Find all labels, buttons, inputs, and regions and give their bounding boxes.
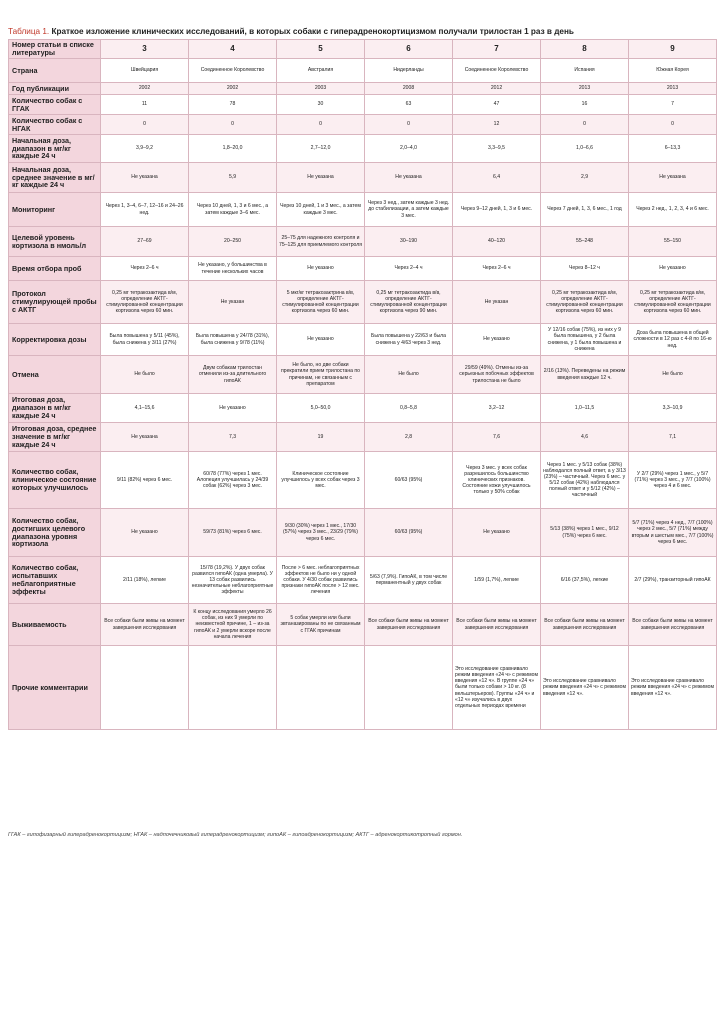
table-cell: 63: [365, 95, 453, 115]
table-cell: 4: [189, 40, 277, 59]
table-cell: Через 1, 3–4, 6–7, 12–16 и 24–26 нед.: [101, 193, 189, 227]
table-cell: 40–120: [453, 227, 541, 257]
caption-text: Краткое изложение клинических исследований, в которых собаки с гиперадренокортицизмом получали трилостан 1 раз в день: [51, 27, 574, 36]
row-header: Количество собак, достигших целевого диапазона уровня кортизола: [9, 509, 101, 557]
table-cell: 5 мкг/кг тетракозактрина в/в, определение АКТГ-стимулированной концентрации кортизола через 60 мин.: [277, 281, 365, 324]
table-cell: 7: [629, 95, 717, 115]
table-row: [9, 509, 717, 557]
table-row: [9, 394, 717, 423]
table-cell: 3,3–9,5: [453, 135, 541, 163]
table-cell: 25–75 для надежного контроля и 75–125 для приемлемого контроля: [277, 227, 365, 257]
table-cell: [365, 646, 453, 730]
table-cell: 3,2–12: [453, 394, 541, 423]
table-cell: Клиническое состояние улучшилось у всех собак через 3 мес.: [277, 452, 365, 509]
table-row: [9, 557, 717, 604]
table-cell: Доза была повышена в общей сложности в 12 раз с 4-й по 16-ю нед.: [629, 324, 717, 356]
table-cell: Не указан: [453, 281, 541, 324]
table-row: [9, 356, 717, 394]
table-cell: 5/63 (7,9%). ГипоАК, в том числе перманентный у двух собак: [365, 557, 453, 604]
table-cell: Не было: [365, 356, 453, 394]
table-cell: 29/59 (49%). Отмены из-за серьезных побочных эффектов трилостана не было: [453, 356, 541, 394]
footnote: ГГАК – гипофизарный гиперадренокортицизм; НГАК – надпочечниковый гиперадренокортицизм; гипоАК – гипоадренокортицизм; АКТГ – адренокортикотропный гормон.: [8, 832, 463, 838]
table-row: [9, 95, 717, 115]
table-cell: 60/78 (77%) через 1 мес. Алопеция улучшилась у 24/39 собак (62%) через 3 мес.: [189, 452, 277, 509]
row-header: Номер статьи в списке литературы: [9, 40, 101, 59]
table-cell: Это исследование сравнивало режим введения «24 ч» с режимом введения «12 ч».: [541, 646, 629, 730]
table-cell: 1,0–6,6: [541, 135, 629, 163]
table-cell: 2012: [453, 83, 541, 95]
table-row: [9, 452, 717, 509]
table-cell: 3: [101, 40, 189, 59]
table-cell: [277, 646, 365, 730]
table-cell: После > 6 мес. неблагоприятных эффектов не было ни у одной собаки. У 4/30 собак развились признаки гипоАК после > 12 мес. лечения: [277, 557, 365, 604]
table-cell: 2,0–4,0: [365, 135, 453, 163]
table-cell: Не указано: [277, 257, 365, 281]
table-cell: 15/78 (19,2%). У двух собак развился гипоАК (одна умерла). У 13 собак развились незначительные неблагоприятные эффекты: [189, 557, 277, 604]
table-cell: Через 10 дней, 1 и 3 мес., а затем каждые 3 мес.: [277, 193, 365, 227]
table-cell: Нидерланды: [365, 59, 453, 83]
row-header: Начальная доза, диапазон в мг/кг каждые 24 ч: [9, 135, 101, 163]
row-header: Количество собак, испытавших неблагоприятные эффекты: [9, 557, 101, 604]
table-cell: Не было: [629, 356, 717, 394]
table-cell: 9: [629, 40, 717, 59]
table-cell: Через 1 мес. у 5/13 собак (38%) наблюдался полный ответ, а у 3/13 (23%) – частичный. Через 6 мес. у 5/12 собак (42%) наблюдался полный ответ и у 5/12 (42%) – частичный: [541, 452, 629, 509]
table-cell: 30: [277, 95, 365, 115]
row-header: Год публикации: [9, 83, 101, 95]
table-cell: 0,25 мг тетракозактида в/в, определение АКТГ-стимулированной концентрации кортизола через 90 мин.: [365, 281, 453, 324]
table-cell: 6,4: [453, 163, 541, 193]
table-cell: 5 собак умерли или были эвтаназированы по не связанным с ГГАК причинам: [277, 604, 365, 646]
table-cell: 5,9: [189, 163, 277, 193]
table-cell: Не указано: [453, 324, 541, 356]
table-cell: 7,6: [453, 423, 541, 452]
table-cell: Все собаки были живы на момент завершения исследования: [453, 604, 541, 646]
table-cell: 5/7 (71%) через 4 нед., 7/7 (100%) через 2 мес., 5/7 (71%) между вторым и шестым мес., 7/7 (100%) через 6 мес.: [629, 509, 717, 557]
table-cell: 27–69: [101, 227, 189, 257]
caption-label: Таблица 1.: [8, 27, 50, 36]
table-cell: 59/73 (81%) через 6 мес.: [189, 509, 277, 557]
table-cell: Все собаки были живы на момент завершения исследования: [365, 604, 453, 646]
table-cell: Была повышена у 22/63 и была снижена у 4/63 через 3 нед.: [365, 324, 453, 356]
row-header: Количество собак, клиническое состояние которых улучшилось: [9, 452, 101, 509]
table-cell: Через 8–12 ч: [541, 257, 629, 281]
row-header: Прочие комментарии: [9, 646, 101, 730]
table-cell: 2/11 (18%), легкие: [101, 557, 189, 604]
table-row: [9, 281, 717, 324]
table-cell: 0: [629, 115, 717, 135]
table-cell: 0,25 мг тетракозактида в/м, определение АКТГ-стимулированной концентрации кортизола через 60 мин.: [629, 281, 717, 324]
table-cell: Через 2 нед., 1, 2, 3, 4 и 6 мес.: [629, 193, 717, 227]
table-cell: Через 2–4 ч: [365, 257, 453, 281]
table-cell: 78: [189, 95, 277, 115]
table-cell: Не указано: [453, 509, 541, 557]
table-row: [9, 423, 717, 452]
table-cell: Двум собакам трилостан отменили из-за длительного гипоАК: [189, 356, 277, 394]
table-row: [9, 40, 717, 59]
table-cell: 47: [453, 95, 541, 115]
table-cell: 60/63 (95%): [365, 509, 453, 557]
row-header: Начальная доза, среднее значение в мг/кг каждые 24 ч: [9, 163, 101, 193]
table-cell: 6–13,3: [629, 135, 717, 163]
table-cell: 2/7 (29%), транзиторный гипоАК: [629, 557, 717, 604]
table-cell: [189, 646, 277, 730]
table-row: [9, 646, 717, 730]
table-cell: У 12/16 собак (75%), из них у 9 была повышена, у 2 была снижена, у 1 была повышена и снижена: [541, 324, 629, 356]
table-cell: 1,8–20,0: [189, 135, 277, 163]
table-cell: 6/16 (37,5%), легкие: [541, 557, 629, 604]
table-cell: 0: [277, 115, 365, 135]
row-header: Количество собак с ГГАК: [9, 95, 101, 115]
table-cell: 0,25 мг тетракозактида в/м, определение АКТГ-стимулированной концентрации кортизола через 60 мин.: [101, 281, 189, 324]
table-cell: Не указана: [101, 163, 189, 193]
table-cell: Не было: [101, 356, 189, 394]
table-cell: 6: [365, 40, 453, 59]
table-cell: 7: [453, 40, 541, 59]
table-cell: 16: [541, 95, 629, 115]
table-cell: Через 3 нед., затем каждые 3 нед. до стабилизации, а затем каждые 3 мес.: [365, 193, 453, 227]
table-cell: К концу исследования умерло 26 собак, из них 9 умерли по неизвестной причине, 1 – из-за гипоАК и 2 умерли вскоре после начала лечения: [189, 604, 277, 646]
table-cell: Испания: [541, 59, 629, 83]
table-cell: Через 2–6 ч: [101, 257, 189, 281]
row-header: Количество собак с НГАК: [9, 115, 101, 135]
table-row: [9, 135, 717, 163]
table-cell: 1/59 (1,7%), легкие: [453, 557, 541, 604]
table-cell: Австралия: [277, 59, 365, 83]
table-cell: Через 2–6 ч: [453, 257, 541, 281]
row-header: Время отбора проб: [9, 257, 101, 281]
table-cell: Не указана: [101, 423, 189, 452]
table-cell: Соединенное Королевство: [453, 59, 541, 83]
table-cell: 0,8–5,8: [365, 394, 453, 423]
table-row: [9, 227, 717, 257]
table-cell: 0: [365, 115, 453, 135]
table-cell: 2002: [189, 83, 277, 95]
table-cell: 2,8: [365, 423, 453, 452]
table-cell: 2002: [101, 83, 189, 95]
table-row: [9, 193, 717, 227]
table-cell: 1,0–11,5: [541, 394, 629, 423]
table-cell: Не было, но две собаки прекратили прием трилостана по причинам, не связанным с препаратом: [277, 356, 365, 394]
table-cell: Не указана: [277, 163, 365, 193]
table-cell: Через 10 дней, 1, 3 и 6 мес., а затем каждые 3–6 мес.: [189, 193, 277, 227]
table-cell: 5/13 (38%) через 1 мес., 9/12 (75%) через 6 мес.: [541, 509, 629, 557]
table-cell: 0: [101, 115, 189, 135]
table-cell: Не указана: [365, 163, 453, 193]
table-cell: 4,6: [541, 423, 629, 452]
table-cell: Это исследование сравнивало режим введения «24 ч» с режимом введения «12 ч».: [629, 646, 717, 730]
table-cell: У 2/7 (29%) через 1 мес., у 5/7 (71%) через 3 мес., у 7/7 (100%) через 4 и 6 мес.: [629, 452, 717, 509]
table-cell: Южная Корея: [629, 59, 717, 83]
table-caption: [8, 27, 720, 36]
table-cell: 2013: [541, 83, 629, 95]
row-header: Протокол стимулирующей пробы с АКТГ: [9, 281, 101, 324]
table-cell: 3,9–9,2: [101, 135, 189, 163]
table-cell: Через 7 дней, 1, 3, 6 мес., 1 год: [541, 193, 629, 227]
table-row: [9, 163, 717, 193]
table-cell: 2013: [629, 83, 717, 95]
table-cell: 0: [189, 115, 277, 135]
table-cell: Соединенное Королевство: [189, 59, 277, 83]
table-cell: 0,25 мг тетракозактида в/м, определение АКТГ-стимулированной концентрации кортизола через 60 мин.: [541, 281, 629, 324]
table-cell: 2008: [365, 83, 453, 95]
table-cell: 7,1: [629, 423, 717, 452]
row-header: Целевой уровень кортизола в нмоль/л: [9, 227, 101, 257]
table-cell: [101, 646, 189, 730]
table-cell: 4,1–15,6: [101, 394, 189, 423]
table-cell: 60/63 (95%): [365, 452, 453, 509]
table-cell: Не указано: [629, 257, 717, 281]
table-cell: 55–150: [629, 227, 717, 257]
table-row: [9, 257, 717, 281]
table-cell: Не указано: [101, 509, 189, 557]
table-cell: Все собаки были живы на момент завершения исследования: [541, 604, 629, 646]
table-row: [9, 59, 717, 83]
row-header: Корректировка дозы: [9, 324, 101, 356]
table-cell: 20–250: [189, 227, 277, 257]
table-cell: 9/11 (82%) через 6 мес.: [101, 452, 189, 509]
studies-table: [8, 39, 717, 730]
table-cell: 2,9: [541, 163, 629, 193]
table-cell: 5: [277, 40, 365, 59]
table-cell: 11: [101, 95, 189, 115]
table-cell: 9/30 (30%) через 1 мес., 17/30 (57%) через 3 мес., 23/29 (79%) через 6 мес.: [277, 509, 365, 557]
table-cell: 7,3: [189, 423, 277, 452]
row-header: Итоговая доза, среднее значение в мг/кг каждые 24 ч: [9, 423, 101, 452]
table-cell: 2003: [277, 83, 365, 95]
table-cell: Не указано: [189, 394, 277, 423]
table-cell: Была повышена у 24/78 (31%), была снижена у 9/78 (11%): [189, 324, 277, 356]
table-cell: Швейцария: [101, 59, 189, 83]
table-row: [9, 83, 717, 95]
table-cell: 12: [453, 115, 541, 135]
table-cell: Была повышена у 5/11 (45%), была снижена у 3/11 (27%): [101, 324, 189, 356]
table-cell: 55–248: [541, 227, 629, 257]
table-cell: Не указан: [189, 281, 277, 324]
table-cell: 2,7–12,0: [277, 135, 365, 163]
table-cell: Не указана: [629, 163, 717, 193]
table-cell: Не указано: [277, 324, 365, 356]
table-cell: Через 3 мес. у всех собак разрешилось большинство клинических признаков. Состояние кожи улучшилось только у 50% собак: [453, 452, 541, 509]
table-cell: Все собаки были живы на момент завершения исследования: [629, 604, 717, 646]
row-header: Мониторинг: [9, 193, 101, 227]
table-cell: Не указано, у большинства в течение нескольких часов: [189, 257, 277, 281]
table-cell: 2/16 (13%). Переведены на режим введения каждые 12 ч.: [541, 356, 629, 394]
row-header: Итоговая доза, диапазон в мг/кг каждые 24 ч: [9, 394, 101, 423]
table-cell: Это исследование сравнивало режим введения «24 ч» с режимом введения «12 ч». В группе «24 ч» были только собаки > 10 кг. (8 вельштерьеров). Группы «24 ч» и «12 ч» изучались в двух отдельных периодах времени: [453, 646, 541, 730]
table-row: [9, 324, 717, 356]
row-header: Выживаемость: [9, 604, 101, 646]
table-row: [9, 604, 717, 646]
table-cell: 5,0–50,0: [277, 394, 365, 423]
row-header: Отмена: [9, 356, 101, 394]
table-cell: 0: [541, 115, 629, 135]
table-cell: 3,3–10,9: [629, 394, 717, 423]
table-cell: 30–190: [365, 227, 453, 257]
table-cell: 8: [541, 40, 629, 59]
table-cell: Все собаки были живы на момент завершения исследования: [101, 604, 189, 646]
table-cell: Через 9–12 дней, 1, 3 и 6 мес.: [453, 193, 541, 227]
table-cell: 19: [277, 423, 365, 452]
table-row: [9, 115, 717, 135]
row-header: Страна: [9, 59, 101, 83]
